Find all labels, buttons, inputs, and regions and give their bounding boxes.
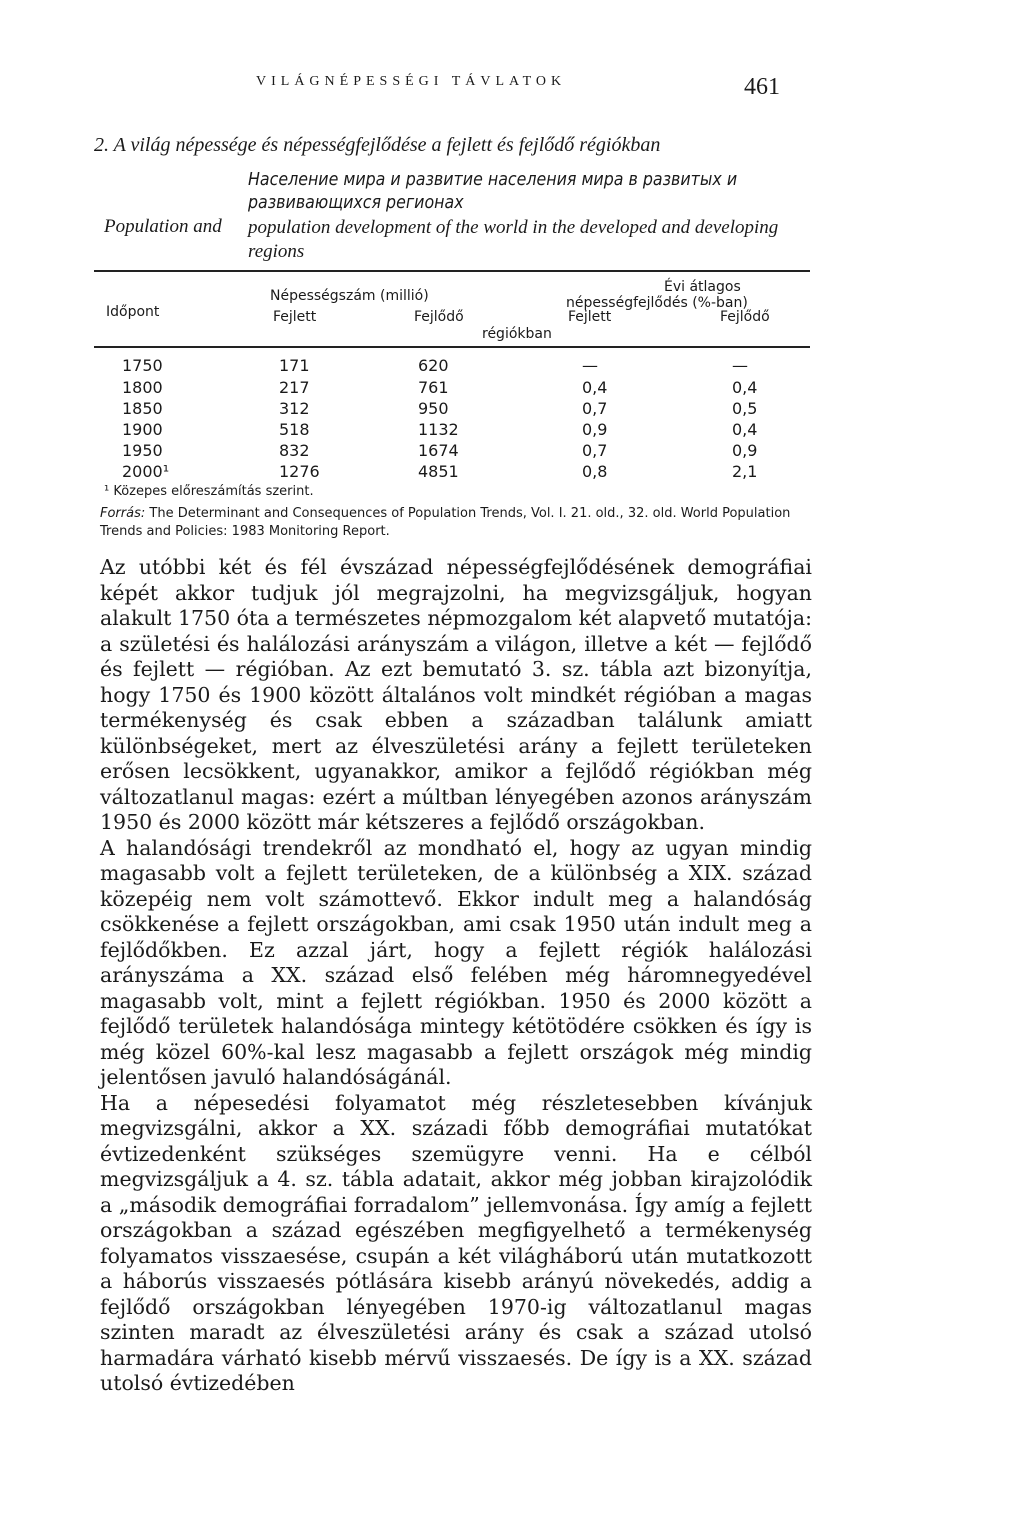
cell-developing-pop: 1132 xyxy=(418,420,459,439)
paragraph-text: Ha a népesedési folyamatot még részletesebben kívánjuk megvizsgálni, akkor a XX. századi főbb demográfiai mutatókat évtizedenként szükséges szemügyre venni. Ha e célból megvizsgáljuk a 4. sz. tábla adatait, akkor még jobban kirajzolódik a „második demográfiai forradalom” jellemvonása. Így amíg a fejlett országokban a század egészében megfigyelhető a termékenység folyamatos visszaesése, csupán a két világháború után mutatkozott a háborús visszaesés pótlására kisebb arányú növekedés, addig a fejlődő országokban lényegében 1970-ig változatlanul magas szinten maradt az élveszületési arány és csak a század utolsó harmadára várható kisebb mérvű visszaesés. De így is a XX. század utolsó évtizedében xyxy=(100,1090,812,1395)
cell-developed-pop: 518 xyxy=(279,420,310,439)
table-top-rule xyxy=(94,270,810,272)
source-label: Forrás: xyxy=(100,506,146,521)
header-annual: Évi átlagos xyxy=(664,279,741,295)
cell-developed-pop: 217 xyxy=(279,378,310,397)
paragraph-text: Az utóbbi két és fél évszázad népességfejlődésének demográfiai képét akkor tudjuk jól megrajzolni, ha megvizsgáljuk, hogyan alakult 1750 óta a természetes népmozgalom két alapvető mutatója: a születési és halálozási arányszám a világon, illetve a két — fejlődő és fejlett — régióban. Az ezt bemutató 3. sz. tábla azt bizonyítja, hogy 1750 és 1900 között általános volt mindkét régióban a magas termékenység és csak ebben a században találunk amiatt különbségeket, mert az élveszületési arány a fejlett területeken erősen lecsökkent, ugyanakkor, amikor a fejlődő régiókban még változatlanul magas: ezért a múltban lényegében azonos arányszám 1950 és 2000 között már kétszeres a fejlődő országokban. xyxy=(100,555,812,834)
cell-year: 2000¹ xyxy=(122,462,170,481)
paragraph xyxy=(100,836,812,1091)
header-annual-growth: népességfejlődés (%-ban) xyxy=(566,295,748,311)
cell-year: 1800 xyxy=(122,378,163,397)
table-title-hungarian: 2. A világ népessége és népességfejlődése a fejlett és fejlődő régiókban xyxy=(94,134,661,156)
cell-developed-pop: 171 xyxy=(279,356,310,375)
cell-developing-rate: 0,9 xyxy=(732,441,758,460)
cell-year: 1750 xyxy=(122,356,163,375)
cell-year: 1950 xyxy=(122,441,163,460)
cell-developing-rate: 2,1 xyxy=(732,462,758,481)
cell-developed-pop: 832 xyxy=(279,441,310,460)
cell-developed-pop: 1276 xyxy=(279,462,320,481)
cell-developed-pop: 312 xyxy=(279,399,310,418)
cell-developing-pop: 620 xyxy=(418,356,449,375)
header-time: Időpont xyxy=(106,304,160,320)
cell-developing-rate: 0,4 xyxy=(732,420,758,439)
cell-developing-rate: 0,5 xyxy=(732,399,758,418)
paragraph xyxy=(100,1091,812,1397)
page-number: 461 xyxy=(744,74,780,100)
header-developed: Fejlett xyxy=(273,309,317,325)
table-title-english: population development of the world in the developed and developing regions xyxy=(248,217,779,262)
running-title: VILÁGNÉPESSÉGI TÁVLATOK xyxy=(256,74,567,89)
cell-developing-pop: 950 xyxy=(418,399,449,418)
paragraph xyxy=(100,555,812,836)
cell-developing-pop: 761 xyxy=(418,378,449,397)
cell-developed-rate: 0,9 xyxy=(582,420,608,439)
table-footnote: ¹ Közepes előreszámítás szerint. xyxy=(104,484,314,499)
cell-year: 1850 xyxy=(122,399,163,418)
body-text xyxy=(100,555,812,1397)
table-header-rule xyxy=(94,346,810,348)
header-population: Népességszám (millió) xyxy=(270,288,429,304)
cell-developed-rate: 0,4 xyxy=(582,378,608,397)
table-source xyxy=(100,505,812,541)
source-text: The Determinant and Consequences of Population Trends, Vol. I. 21. old., 32. old. World Population Trends and Policies: 1983 Monitoring Report. xyxy=(100,506,791,539)
paragraph-text: A halandósági trendekről az mondható el, hogy az ugyan mindig magasabb volt a fejlett területeken, de a különbség a XIX. század közepéig nem volt számottevő. Ekkor indult meg a halandóság csökkenése a fejlett országokban, ami csak 1950 után indult meg a fejlődőkben. Ez azzal járt, hogy a fejlett régiók halálozási arányszáma a XX. század első felében még háromnegyedével magasabb volt, mint a fejlett régiókban. 1950 és 2000 között a fejlődő területek halandósága mintegy kétötödére csökken és így is még közel 60%-kal lesz magasabb a fejlett országok még mindig jelentősen javuló halandóságánál. xyxy=(100,835,812,1089)
cell-developed-rate: 0,8 xyxy=(582,462,608,481)
cell-developing-pop: 1674 xyxy=(418,441,459,460)
table-title-english-label: Population and xyxy=(104,216,222,237)
cell-developed-rate: 0,7 xyxy=(582,441,608,460)
cell-developing-rate: 0,4 xyxy=(732,378,758,397)
header-developing-rate: Fejlődő xyxy=(720,309,770,325)
header-developed-rate: Fejlett xyxy=(568,309,612,325)
cell-developing-pop: 4851 xyxy=(418,462,459,481)
header-regions: régiókban xyxy=(482,326,552,342)
cell-year: 1900 xyxy=(122,420,163,439)
cell-developed-rate: — xyxy=(582,356,598,375)
cell-developed-rate: 0,7 xyxy=(582,399,608,418)
table-title-russian: Население мира и развитие населения мира в развитых и развивающихся регионах xyxy=(248,169,738,213)
header-developing: Fejlődő xyxy=(414,309,464,325)
cell-developing-rate: — xyxy=(732,356,748,375)
